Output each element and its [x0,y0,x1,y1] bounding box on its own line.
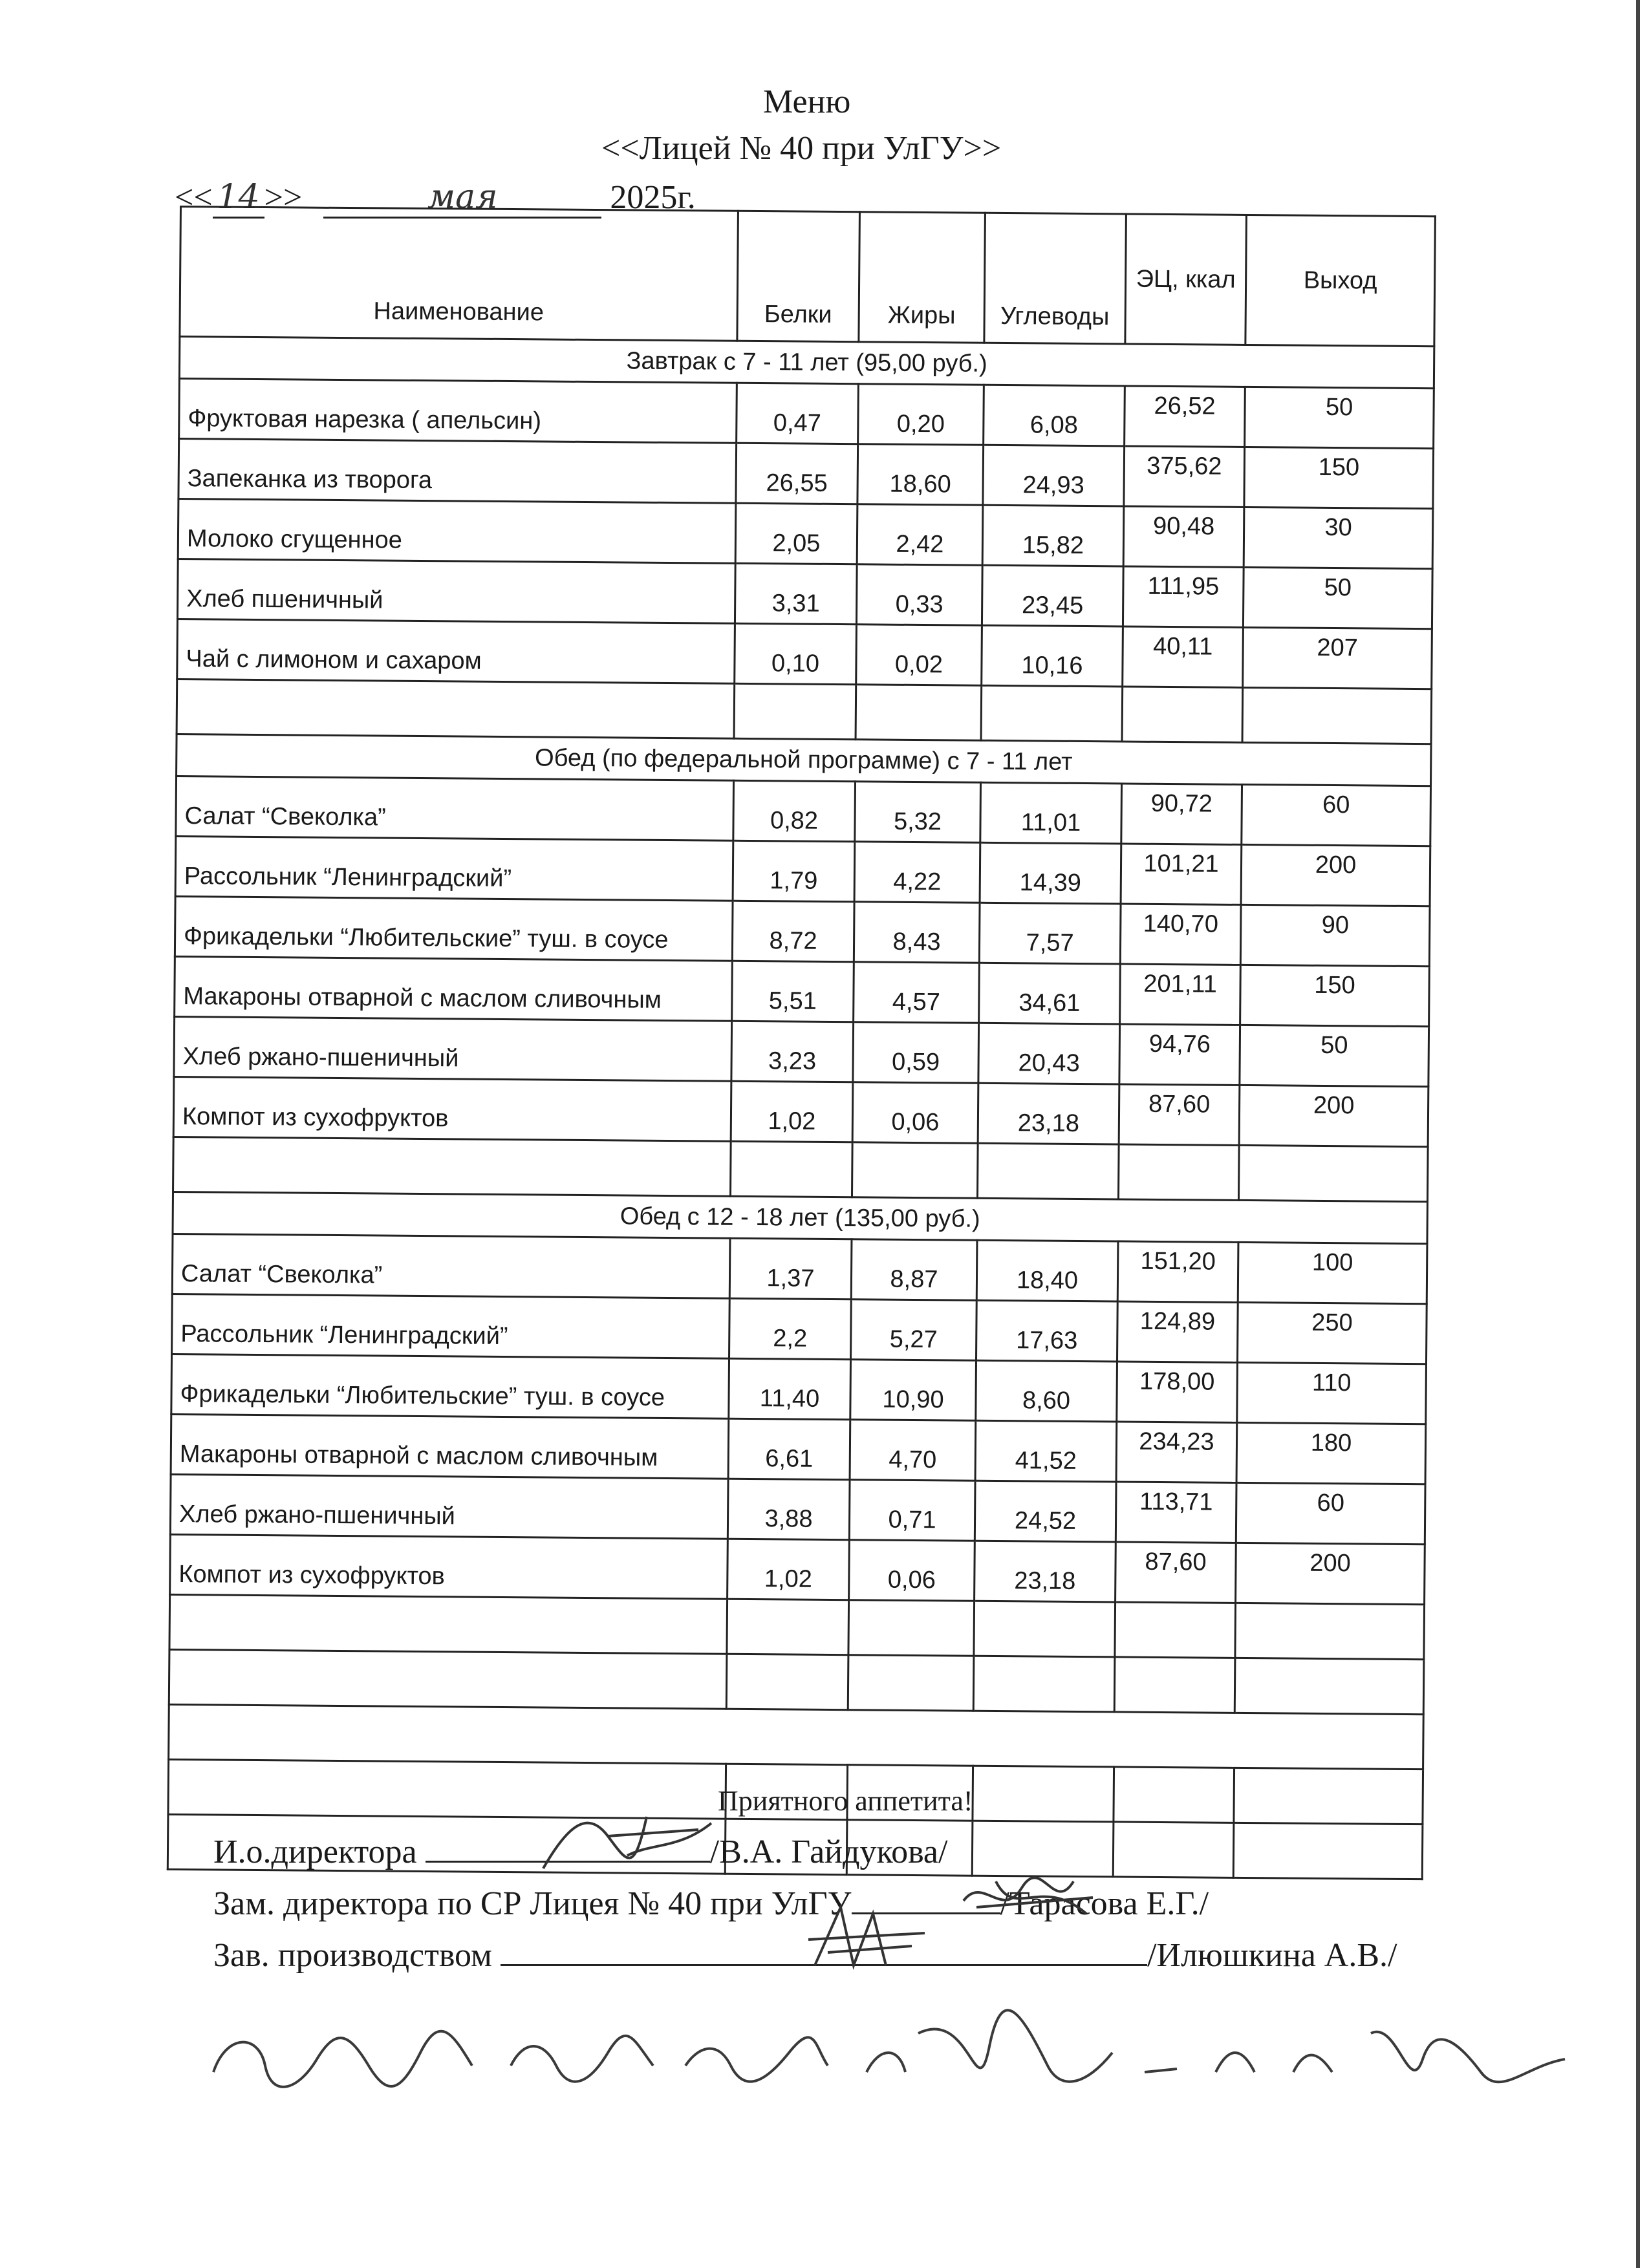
yield-cell: 207 [1243,627,1432,689]
empty-cell [856,685,982,741]
date-open-quote: << [175,179,213,216]
protein-cell: 0,82 [733,780,856,841]
fat-cell: 0,33 [856,564,982,626]
dish-name-cell: Рассольник “Ленинградский” [175,836,733,901]
energy-cell: 101,21 [1121,844,1242,904]
signature-role: Зав. производством [213,1937,492,1974]
energy-cell: 90,72 [1121,784,1242,844]
dish-name-cell: Макароны отварной с маслом сливочным [171,1414,729,1479]
table-row [171,1354,1427,1424]
empty-cell [1122,687,1243,742]
carbs-cell: 41,52 [975,1420,1117,1482]
fat-cell: 2,42 [857,504,983,566]
signature-role: Зам. директора по СР Лицея № 40 при УлГУ [213,1885,852,1922]
column-header-carbs: Углеводы [984,213,1126,344]
table-row [170,1534,1425,1604]
fat-cell: 0,06 [849,1540,975,1601]
carbs-cell: 10,16 [982,625,1123,687]
protein-cell: 0,47 [737,383,859,444]
empty-cell [973,1766,1114,1822]
carbs-cell: 17,63 [976,1300,1118,1362]
table-row [179,379,1434,449]
energy-cell: 234,23 [1116,1422,1237,1482]
fat-cell: 4,70 [850,1420,976,1481]
column-header-name: Наименование [180,207,738,341]
table-row [174,1016,1429,1086]
yield-cell: 100 [1238,1242,1427,1303]
menu-table [167,206,1436,1880]
empty-cell [981,685,1123,742]
date-day: 14 [213,178,264,219]
deputy-signature-scribble [957,1862,1112,1933]
protein-cell: 0,10 [735,623,857,684]
signature-name: /В.А. Гайдукова/ [709,1834,948,1870]
table-row [177,559,1432,628]
empty-cell [177,679,735,738]
dish-name-cell: Компот из сухофруктов [170,1534,728,1599]
energy-cell: 87,60 [1116,1542,1236,1603]
table-row [171,1414,1426,1484]
dish-name-cell: Фрикадельки “Любительские” туш. в соусе [171,1354,729,1418]
dish-name-cell: Макароны отварной с маслом сливочным [175,956,733,1021]
empty-cell [848,1655,974,1711]
yield-cell: 50 [1245,387,1434,448]
fat-cell: 0,06 [852,1082,978,1144]
dish-name-cell: Фрикадельки “Любительские” туш. в соусе [175,896,733,961]
document-subtitle: <<Лицей № 40 при УлГУ>> [601,130,1002,167]
signature-role: И.о.директора [213,1834,417,1870]
section-title: Обед с 12 - 18 лет (135,00 руб.) [173,1192,1427,1243]
column-header-fat: Жиры [859,212,986,343]
energy-cell: 111,95 [1123,566,1244,627]
protein-cell: 26,55 [736,443,858,504]
empty-cell [1118,1144,1239,1200]
empty-cell [852,1142,978,1199]
fat-cell: 4,22 [854,842,980,903]
carbs-cell: 11,01 [980,782,1122,844]
empty-cell [974,1601,1116,1657]
date-close-quote: >> [264,179,303,216]
empty-row [177,679,1432,744]
empty-row [169,1594,1425,1659]
empty-cell [1115,1602,1236,1658]
table-row [172,1294,1427,1364]
date-year: 2025г. [610,179,696,216]
signature-name: /Тарасова Е.Г./ [1000,1885,1209,1922]
carbs-cell: 7,57 [979,903,1121,964]
yield-cell: 50 [1243,567,1432,628]
energy-cell: 90,48 [1123,506,1244,567]
fat-cell: 0,20 [858,384,984,445]
dish-name-cell: Запеканка из творога [178,439,737,504]
production-signature-scribble [802,1901,931,1972]
section-title: Завтрак с 7 - 11 лет (95,00 руб.) [179,337,1434,389]
empty-row [173,1137,1428,1201]
protein-cell: 3,88 [727,1479,850,1539]
dish-name-cell: Фруктовая нарезка ( апельсин) [179,379,737,444]
dish-name-cell: Салат “Свеколка” [172,1234,730,1298]
protein-cell: 3,31 [735,563,857,624]
fat-cell: 5,32 [855,782,981,843]
carbs-cell: 8,60 [976,1360,1117,1422]
protein-cell: 1,79 [733,840,855,901]
dish-name-cell: Молоко сгущенное [178,498,736,563]
carbs-cell: 23,45 [982,565,1123,626]
carbs-cell: 6,08 [984,385,1125,446]
carbs-cell: 24,52 [975,1481,1116,1542]
protein-cell: 2,05 [735,503,857,564]
yield-cell: 150 [1244,447,1434,508]
table-row [175,836,1430,906]
table-row [176,776,1431,846]
energy-cell: 40,11 [1123,626,1244,687]
energy-cell: 124,89 [1117,1301,1238,1362]
dish-name-cell: Салат “Свеколка” [176,776,734,840]
handwritten-certification-note [207,1995,1578,2124]
date-month: мая [323,178,601,219]
energy-cell: 26,52 [1125,386,1245,447]
dish-name-cell: Чай с лимоном и сахаром [177,619,735,683]
yield-cell: 180 [1236,1422,1426,1484]
dish-name-cell: Хлеб ржано-пшеничный [174,1016,732,1081]
yield-cell: 60 [1236,1482,1425,1544]
column-header-energy: ЭЦ, ккал [1125,214,1247,345]
column-header-yield: Выход [1245,215,1436,346]
yield-cell: 200 [1239,1085,1428,1146]
director-signature-scribble [530,1797,724,1888]
table-row [175,956,1430,1026]
empty-cell [1238,1145,1428,1201]
carbs-cell: 18,40 [976,1240,1118,1301]
empty-cell [169,1704,1424,1769]
empty-cell [727,1599,849,1654]
empty-cell [1114,1657,1235,1713]
table-row [175,896,1430,966]
empty-cell [1234,1658,1424,1714]
energy-cell: 375,62 [1124,446,1245,507]
protein-cell: 1,02 [727,1539,850,1599]
empty-row [169,1649,1424,1714]
table-row [170,1474,1425,1544]
column-header-protein: Белки [737,211,860,341]
yield-cell: 250 [1237,1302,1427,1364]
protein-cell: 11,40 [729,1358,851,1419]
carbs-cell: 15,82 [982,505,1124,566]
fat-cell: 8,43 [854,902,980,963]
empty-cell [169,1649,727,1709]
carbs-cell: 24,93 [983,445,1125,506]
dish-name-cell: Компот из сухофруктов [173,1076,731,1141]
empty-cell [973,1656,1115,1712]
empty-cell [1234,1768,1423,1824]
yield-cell: 150 [1240,965,1430,1026]
energy-cell: 178,00 [1117,1362,1238,1422]
yield-cell: 50 [1240,1025,1429,1086]
table-row [178,498,1433,568]
empty-cell [1114,1767,1234,1823]
protein-cell: 5,51 [732,961,854,1022]
menu-table-body [167,337,1434,1879]
carbs-cell: 23,18 [978,1083,1119,1144]
table-header-row [180,207,1436,347]
yield-cell: 60 [1242,784,1431,846]
fat-cell: 0,02 [856,625,982,686]
carbs-cell: 14,39 [980,842,1121,904]
empty-cell [1233,1823,1423,1879]
empty-cell [734,683,856,739]
fat-cell: 18,60 [857,444,984,506]
carbs-cell: 23,18 [975,1541,1116,1602]
fat-cell: 0,71 [849,1480,975,1541]
fat-cell: 5,27 [851,1300,977,1361]
fat-cell: 4,57 [854,962,980,1023]
yield-cell: 200 [1236,1543,1425,1604]
yield-cell: 30 [1244,507,1433,568]
table-row [177,619,1432,689]
empty-cell [730,1141,852,1197]
signature-name: /Илюшкина А.В./ [1147,1937,1397,1974]
empty-cell [1235,1603,1425,1659]
protein-cell: 6,61 [728,1418,850,1479]
energy-cell: 94,76 [1119,1024,1240,1085]
energy-cell: 201,11 [1120,964,1241,1025]
empty-cell [1242,687,1432,744]
protein-cell: 1,37 [729,1238,852,1299]
empty-row [169,1704,1424,1769]
empty-cell [726,1654,848,1709]
closing-text: Приятного аппетита! [718,1785,973,1817]
energy-cell: 113,71 [1116,1482,1236,1543]
carbs-cell: 20,43 [978,1023,1120,1084]
empty-cell [1113,1822,1234,1878]
dish-name-cell: Рассольник “Ленинградский” [172,1294,730,1358]
table-row [178,439,1434,509]
yield-cell: 90 [1240,904,1430,966]
energy-cell: 87,60 [1119,1084,1240,1145]
empty-cell [173,1137,731,1196]
carbs-cell: 34,61 [979,963,1121,1024]
energy-cell: 140,70 [1120,904,1241,965]
dish-name-cell: Хлеб пшеничный [177,559,735,623]
scan-edge-shadow [1636,0,1640,2268]
fat-cell: 0,59 [853,1022,979,1084]
energy-cell: 151,20 [1117,1241,1238,1302]
empty-cell [169,1594,727,1654]
document-title: Меню [763,83,851,120]
protein-cell: 8,72 [732,901,854,961]
yield-cell: 110 [1237,1362,1427,1424]
yield-cell: 200 [1241,844,1430,906]
protein-cell: 3,23 [731,1021,854,1082]
section-title: Обед (по федеральной программе) с 7 - 11 лет [177,734,1431,786]
empty-cell [977,1143,1119,1199]
protein-cell: 2,2 [729,1298,852,1359]
fat-cell: 10,90 [850,1360,976,1421]
protein-cell: 1,02 [731,1081,853,1142]
table-row [172,1234,1427,1303]
table-row [173,1076,1428,1146]
empty-cell [848,1600,975,1656]
fat-cell: 8,87 [851,1239,977,1301]
dish-name-cell: Хлеб ржано-пшеничный [170,1474,728,1539]
